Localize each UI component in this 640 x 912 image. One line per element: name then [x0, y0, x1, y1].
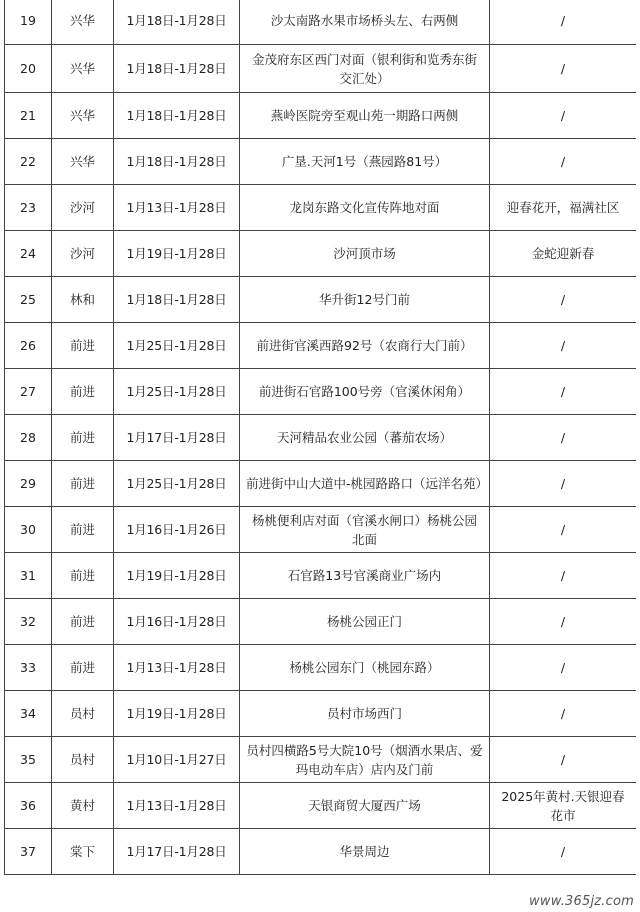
street-cell: 前进	[52, 553, 114, 599]
row-number-cell: 27	[5, 369, 52, 415]
location-cell: 前进街中山大道中-桃园路路口（远洋名苑）	[240, 461, 490, 507]
table-row	[5, 323, 637, 369]
row-number-cell: 33	[5, 645, 52, 691]
street-cell: 前进	[52, 645, 114, 691]
activity-cell: 金蛇迎新春	[490, 231, 637, 277]
street-cell: 员村	[52, 737, 114, 783]
activity-cell: /	[490, 507, 637, 553]
row-number-cell: 20	[5, 45, 52, 93]
location-cell: 员村市场西门	[240, 691, 490, 737]
location-cell: 龙岗东路文化宣传阵地对面	[240, 185, 490, 231]
location-cell: 前进街官溪西路92号（农商行大门前）	[240, 323, 490, 369]
table-row	[5, 139, 637, 185]
street-cell: 棠下	[52, 829, 114, 875]
date-range-cell: 1月18日-1月28日	[114, 139, 240, 185]
location-cell: 燕岭医院旁至观山苑一期路口两侧	[240, 93, 490, 139]
street-cell: 兴华	[52, 93, 114, 139]
activity-cell: /	[490, 645, 637, 691]
table-row	[5, 369, 637, 415]
table-row	[5, 0, 637, 45]
table-row	[5, 645, 637, 691]
row-number-cell: 31	[5, 553, 52, 599]
document-page	[4, 0, 636, 912]
table-row	[5, 553, 637, 599]
table-row	[5, 599, 637, 645]
row-number-cell: 37	[5, 829, 52, 875]
location-cell: 杨桃公园东门（桃园东路）	[240, 645, 490, 691]
date-range-cell: 1月19日-1月28日	[114, 553, 240, 599]
activity-cell: /	[490, 45, 637, 93]
location-cell: 员村四横路5号大院10号（烟酒水果店、爱玛电动车店）店内及门前	[240, 737, 490, 783]
row-number-cell: 21	[5, 93, 52, 139]
activity-cell: /	[490, 323, 637, 369]
table-row	[5, 231, 637, 277]
activity-cell: /	[490, 829, 637, 875]
activity-cell: /	[490, 737, 637, 783]
table-row	[5, 507, 637, 553]
row-number-cell: 30	[5, 507, 52, 553]
street-cell: 林和	[52, 277, 114, 323]
date-range-cell: 1月18日-1月28日	[114, 277, 240, 323]
activity-cell: /	[490, 691, 637, 737]
table-row	[5, 461, 637, 507]
row-number-cell: 32	[5, 599, 52, 645]
date-range-cell: 1月25日-1月28日	[114, 323, 240, 369]
activity-cell: /	[490, 553, 637, 599]
street-cell: 兴华	[52, 139, 114, 185]
location-cell: 沙太南路水果市场桥头左、右两侧	[240, 0, 490, 45]
street-cell: 黄村	[52, 783, 114, 829]
row-number-cell: 25	[5, 277, 52, 323]
location-cell: 金茂府东区西门对面（银利街和览秀东街交汇处）	[240, 45, 490, 93]
activity-cell: /	[490, 599, 637, 645]
activity-cell: /	[490, 461, 637, 507]
date-range-cell: 1月17日-1月28日	[114, 415, 240, 461]
watermark-text: www.365jz.com	[529, 894, 634, 909]
date-range-cell: 1月25日-1月28日	[114, 369, 240, 415]
table-row	[5, 691, 637, 737]
activity-cell: /	[490, 277, 637, 323]
date-range-cell: 1月18日-1月28日	[114, 0, 240, 45]
table-row	[5, 277, 637, 323]
table-row	[5, 45, 637, 93]
row-number-cell: 23	[5, 185, 52, 231]
activity-cell: 迎春花开，福满社区	[490, 185, 637, 231]
activity-cell: /	[490, 369, 637, 415]
row-number-cell: 36	[5, 783, 52, 829]
street-cell: 前进	[52, 323, 114, 369]
date-range-cell: 1月13日-1月28日	[114, 783, 240, 829]
activity-cell: /	[490, 139, 637, 185]
row-number-cell: 22	[5, 139, 52, 185]
activity-cell: 2025年黄村.天银迎春花市	[490, 783, 637, 829]
location-cell: 沙河顶市场	[240, 231, 490, 277]
street-cell: 前进	[52, 461, 114, 507]
date-range-cell: 1月10日-1月27日	[114, 737, 240, 783]
location-cell: 天银商贸大厦西广场	[240, 783, 490, 829]
location-cell: 广垦.天河1号（燕园路81号）	[240, 139, 490, 185]
row-number-cell: 34	[5, 691, 52, 737]
street-cell: 兴华	[52, 0, 114, 45]
location-cell: 前进街石官路100号旁（官溪休闲角）	[240, 369, 490, 415]
table-row	[5, 829, 637, 875]
row-number-cell: 26	[5, 323, 52, 369]
activity-cell: /	[490, 93, 637, 139]
activity-cell: /	[490, 415, 637, 461]
activity-cell: /	[490, 0, 637, 45]
location-cell: 杨桃便利店对面（官溪水闸口）杨桃公园北面	[240, 507, 490, 553]
row-number-cell: 35	[5, 737, 52, 783]
date-range-cell: 1月25日-1月28日	[114, 461, 240, 507]
row-number-cell: 19	[5, 0, 52, 45]
row-number-cell: 28	[5, 415, 52, 461]
street-cell: 沙河	[52, 185, 114, 231]
date-range-cell: 1月18日-1月28日	[114, 93, 240, 139]
row-number-cell: 29	[5, 461, 52, 507]
date-range-cell: 1月13日-1月28日	[114, 185, 240, 231]
date-range-cell: 1月18日-1月28日	[114, 45, 240, 93]
street-cell: 前进	[52, 369, 114, 415]
street-cell: 前进	[52, 507, 114, 553]
table-row	[5, 415, 637, 461]
location-cell: 天河精品农业公园（蕃茄农场）	[240, 415, 490, 461]
street-cell: 前进	[52, 415, 114, 461]
date-range-cell: 1月13日-1月28日	[114, 645, 240, 691]
table-body	[5, 0, 637, 875]
table-row	[5, 737, 637, 783]
street-cell: 兴华	[52, 45, 114, 93]
date-range-cell: 1月17日-1月28日	[114, 829, 240, 875]
date-range-cell: 1月16日-1月26日	[114, 507, 240, 553]
location-cell: 华景周边	[240, 829, 490, 875]
date-range-cell: 1月16日-1月28日	[114, 599, 240, 645]
table-row	[5, 783, 637, 829]
street-cell: 沙河	[52, 231, 114, 277]
street-cell: 员村	[52, 691, 114, 737]
street-cell: 前进	[52, 599, 114, 645]
schedule-table	[4, 0, 636, 875]
location-cell: 华升街12号门前	[240, 277, 490, 323]
row-number-cell: 24	[5, 231, 52, 277]
location-cell: 石官路13号官溪商业广场内	[240, 553, 490, 599]
table-row	[5, 93, 637, 139]
location-cell: 杨桃公园正门	[240, 599, 490, 645]
date-range-cell: 1月19日-1月28日	[114, 691, 240, 737]
date-range-cell: 1月19日-1月28日	[114, 231, 240, 277]
table-row	[5, 185, 637, 231]
